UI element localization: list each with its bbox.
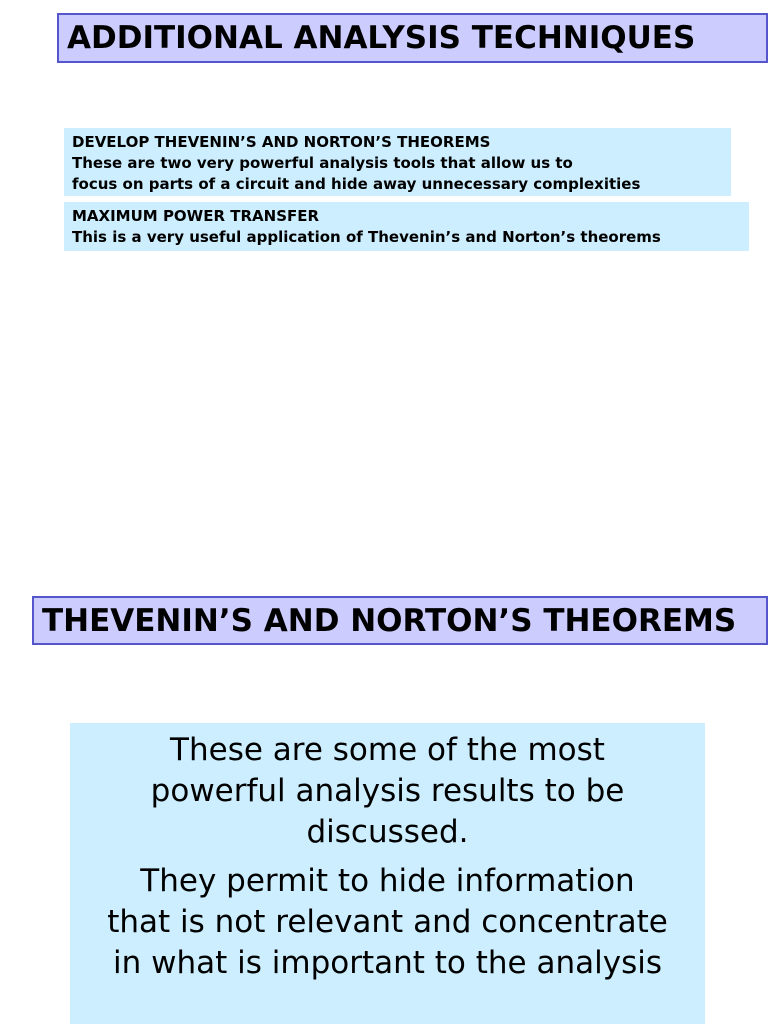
description-line: that is not relevant and concentrate (107, 904, 668, 940)
slide-title-thevenin-norton-theorems: THEVENIN’S AND NORTON’S THEOREMS (32, 596, 768, 645)
info-box-line: These are two very powerful analysis tools that allow us to (72, 154, 573, 172)
info-box-maximum-power-transfer (64, 202, 749, 251)
info-box-heading: DEVELOP THEVENIN’S AND NORTON’S THEOREMS (72, 133, 491, 151)
info-box-heading: MAXIMUM POWER TRANSFER (72, 207, 320, 225)
description-line: in what is important to the analysis (113, 945, 662, 981)
description-line: These are some of the most (170, 732, 605, 768)
description-line: discussed. (306, 814, 469, 850)
description-line: powerful analysis results to be (150, 773, 625, 809)
description-paragraph (70, 861, 705, 984)
theorems-description-box (70, 723, 705, 1024)
info-box-line: focus on parts of a circuit and hide away unnecessary complexities (72, 175, 641, 193)
info-box-line: This is a very useful application of Thevenin’s and Norton’s theorems (72, 228, 661, 246)
info-box-thevenin-norton (64, 128, 731, 196)
slide-title-additional-analysis: ADDITIONAL ANALYSIS TECHNIQUES (57, 13, 768, 63)
description-paragraph (70, 730, 705, 853)
description-line: They permit to hide information (140, 863, 635, 899)
